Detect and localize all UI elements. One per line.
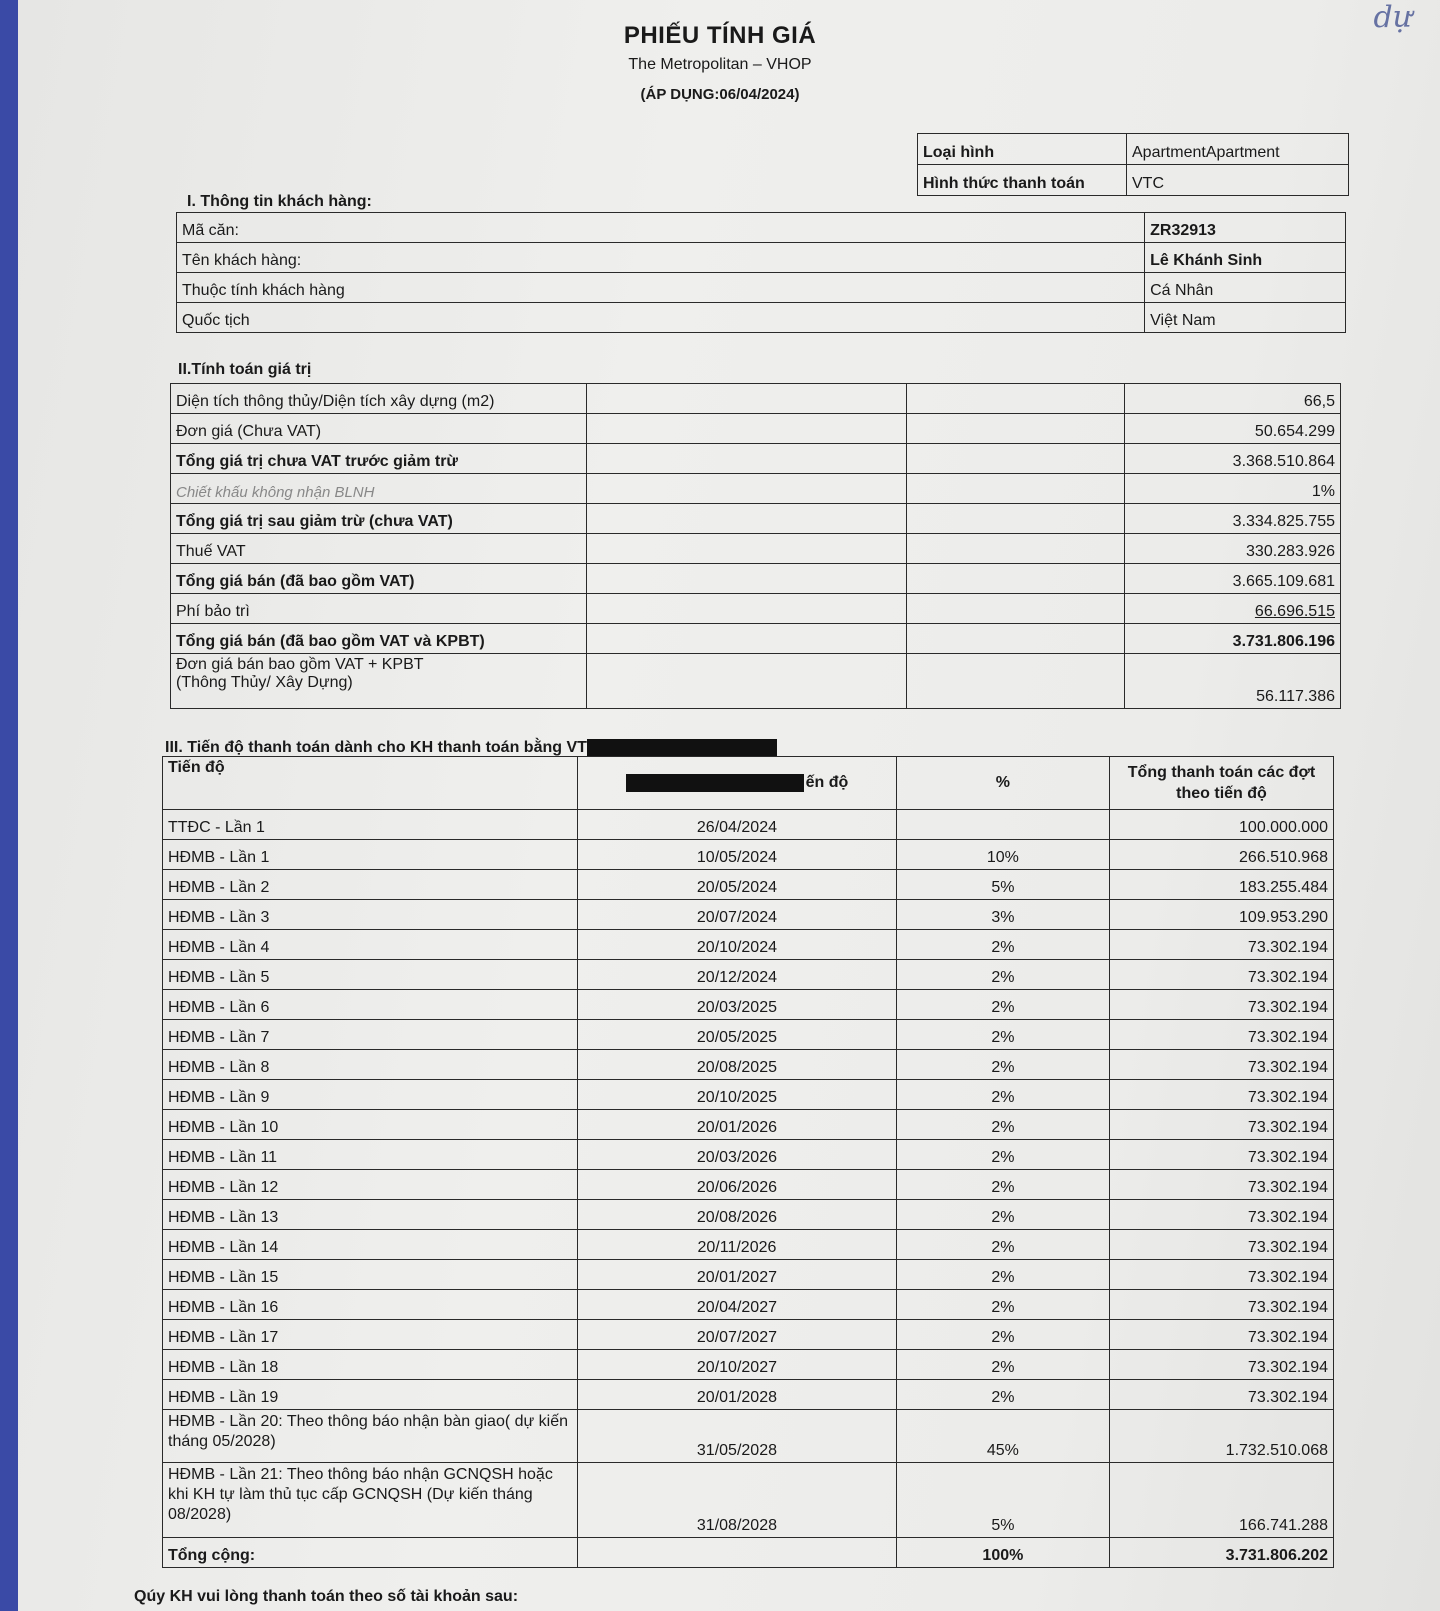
payment-percent: 2% [896,1020,1109,1050]
redaction-bar [587,739,777,757]
payment-percent: 2% [896,1260,1109,1290]
payment-percent: 2% [896,930,1109,960]
payment-total-row [163,1538,1334,1568]
payment-amount: 109.953.290 [1109,900,1333,930]
valuation-value: 50.654.299 [1125,414,1341,444]
payment-date: 31/08/2028 [578,1463,897,1538]
payment-row [163,1380,1334,1410]
payment-percent: 2% [896,1350,1109,1380]
payment-date: 20/05/2025 [578,1020,897,1050]
type-value: ApartmentApartment [1127,134,1349,165]
payment-date: 20/07/2027 [578,1320,897,1350]
valuation-label: Đơn giá (Chưa VAT) [171,414,587,444]
payment-date: 31/05/2028 [578,1410,897,1463]
customer-value: ZR32913 [1145,213,1346,243]
payment-method-label: Hình thức thanh toán [918,165,1127,196]
type-label: Loại hình [918,134,1127,165]
customer-value: Lê Khánh Sinh [1145,243,1346,273]
payment-stage: HĐMB - Lần 2 [163,870,578,900]
payment-percent: 5% [896,870,1109,900]
valuation-value: 3.334.825.755 [1125,504,1341,534]
valuation-label: Phí bảo trì [171,594,587,624]
payment-amount: 1.732.510.068 [1109,1410,1333,1463]
customer-row [177,303,1346,333]
payment-amount: 73.302.194 [1109,1350,1333,1380]
valuation-row [171,564,1341,594]
customer-value: Việt Nam [1145,303,1346,333]
payment-row [163,810,1334,840]
valuation-value: 56.117.386 [1125,654,1341,709]
valuation-section-title: II.Tính toán giá trị [178,361,312,378]
payment-row [163,870,1334,900]
valuation-row [171,444,1341,474]
header-total: Tổng thanh toán các đợt theo tiến độ [1109,757,1333,810]
valuation-label: Chiết khấu không nhận BLNH [171,474,587,504]
payment-row [163,1260,1334,1290]
valuation-value: 3.368.510.864 [1125,444,1341,474]
payment-schedule-table [162,756,1334,1568]
payment-method-row [918,165,1349,196]
apply-date: (ÁP DỤNG:06/04/2024) [640,86,800,103]
payment-row [163,1140,1334,1170]
valuation-label: Thuế VAT [171,534,587,564]
payment-stage: HĐMB - Lần 12 [163,1170,578,1200]
payment-date: 20/01/2027 [578,1260,897,1290]
bank-account-note: Qúy KH vui lòng thanh toán theo số tài khoản sau: [134,1588,519,1605]
valuation-value: 3.665.109.681 [1125,564,1341,594]
valuation-table [170,383,1341,709]
customer-table [176,212,1346,333]
payment-percent: 2% [896,1080,1109,1110]
valuation-row [171,504,1341,534]
valuation-label: Tổng giá trị sau giảm trừ (chưa VAT) [171,504,587,534]
payment-row [163,1050,1334,1080]
valuation-row [171,534,1341,564]
payment-header-row [163,757,1334,810]
payment-row [163,1463,1334,1538]
payment-date: 20/03/2025 [578,990,897,1020]
payment-stage: HĐMB - Lần 19 [163,1380,578,1410]
valuation-label: Tổng giá bán (đã bao gồm VAT) [171,564,587,594]
customer-row [177,273,1346,303]
payment-row [163,1200,1334,1230]
payment-date: 20/10/2024 [578,930,897,960]
payment-percent: 2% [896,1230,1109,1260]
payment-method-value: VTC [1127,165,1349,196]
valuation-value: 66,5 [1125,384,1341,414]
payment-stage: HĐMB - Lần 16 [163,1290,578,1320]
payment-date: 20/01/2028 [578,1380,897,1410]
valuation-value: 3.731.806.196 [1125,624,1341,654]
valuation-row [171,384,1341,414]
payment-row [163,1320,1334,1350]
payment-amount: 166.741.288 [1109,1463,1333,1538]
customer-label: Quốc tịch [177,303,1145,333]
customer-label: Tên khách hàng: [177,243,1145,273]
payment-amount: 73.302.194 [1109,1380,1333,1410]
valuation-value: 330.283.926 [1125,534,1341,564]
payment-percent: 2% [896,1290,1109,1320]
payment-percent: 10% [896,840,1109,870]
payment-amount: 73.302.194 [1109,1140,1333,1170]
payment-row [163,1290,1334,1320]
payment-amount: 100.000.000 [1109,810,1333,840]
payment-stage: HĐMB - Lần 7 [163,1020,578,1050]
payment-date: 20/10/2025 [578,1080,897,1110]
payment-amount: 73.302.194 [1109,1290,1333,1320]
document-title: PHIẾU TÍNH GIÁ [623,22,817,49]
handwritten-mark: dự [1373,0,1412,35]
valuation-label: Tổng giá trị chưa VAT trước giảm trừ [171,444,587,474]
header-stage: Tiến độ [163,757,578,810]
payment-percent: 2% [896,1110,1109,1140]
payment-date: 10/05/2024 [578,840,897,870]
project-name: The Metropolitan – VHOP [628,56,812,73]
payment-amount: 183.255.484 [1109,870,1333,900]
payment-stage: HĐMB - Lần 9 [163,1080,578,1110]
payment-amount: 73.302.194 [1109,1050,1333,1080]
payment-amount: 73.302.194 [1109,1320,1333,1350]
payment-stage: HĐMB - Lần 6 [163,990,578,1020]
payment-date: 20/06/2026 [578,1170,897,1200]
header-date-text: ến độ [805,774,849,792]
payment-percent: 2% [896,1320,1109,1350]
header-percent: % [896,757,1109,810]
payment-date: 20/03/2026 [578,1140,897,1170]
valuation-label: Đơn giá bán bao gồm VAT + KPBT (Thông Thủy/ Xây Dựng) [171,654,587,709]
payment-row [163,1020,1334,1050]
document-header [0,22,1440,103]
payment-stage: TTĐC - Lần 1 [163,810,578,840]
payment-percent: 2% [896,1200,1109,1230]
payment-date: 20/07/2024 [578,900,897,930]
payment-amount: 73.302.194 [1109,1170,1333,1200]
customer-row [177,213,1346,243]
payment-date: 20/04/2027 [578,1290,897,1320]
payment-date: 20/10/2027 [578,1350,897,1380]
type-row [918,134,1349,165]
payment-date: 20/05/2024 [578,870,897,900]
payment-percent: 2% [896,1170,1109,1200]
payment-stage: HĐMB - Lần 21: Theo thông báo nhận GCNQSH hoặc khi KH tự làm thủ tục cấp GCNQSH (Dự kiến tháng 08/2028) [163,1463,578,1538]
payment-stage: HĐMB - Lần 4 [163,930,578,960]
payment-rows [163,810,1334,1538]
customer-row [177,243,1346,273]
payment-row [163,1110,1334,1140]
valuation-value: 1% [1125,474,1341,504]
type-info-table [917,133,1349,196]
payment-stage: HĐMB - Lần 1 [163,840,578,870]
payment-amount: 73.302.194 [1109,990,1333,1020]
payment-row [163,1230,1334,1260]
payment-stage: HĐMB - Lần 17 [163,1320,578,1350]
payment-percent: 45% [896,1410,1109,1463]
customer-section-title: I. Thông tin khách hàng: [187,193,372,210]
valuation-row [171,474,1341,504]
redaction-bar [626,774,804,792]
payment-stage: HĐMB - Lần 5 [163,960,578,990]
payment-amount: 73.302.194 [1109,1260,1333,1290]
customer-label: Mã căn: [177,213,1145,243]
payment-percent: 2% [896,1380,1109,1410]
payment-section-title-text: III. Tiến độ thanh toán dành cho KH thanh toán bằng VT [165,739,587,757]
payment-row [163,1080,1334,1110]
payment-amount: 73.302.194 [1109,930,1333,960]
valuation-row [171,594,1341,624]
payment-stage: HĐMB - Lần 20: Theo thông báo nhận bàn giao( dự kiến tháng 05/2028) [163,1410,578,1463]
payment-percent [896,810,1109,840]
valuation-row [171,654,1341,709]
valuation-row [171,624,1341,654]
payment-row [163,1410,1334,1463]
payment-row [163,840,1334,870]
payment-date: 20/08/2025 [578,1050,897,1080]
valuation-row [171,414,1341,444]
payment-stage: HĐMB - Lần 13 [163,1200,578,1230]
payment-row [163,900,1334,930]
payment-row [163,1170,1334,1200]
payment-date: 20/01/2026 [578,1110,897,1140]
payment-amount: 73.302.194 [1109,1230,1333,1260]
payment-percent: 2% [896,990,1109,1020]
payment-amount: 73.302.194 [1109,1020,1333,1050]
payment-stage: HĐMB - Lần 14 [163,1230,578,1260]
payment-percent: 2% [896,1140,1109,1170]
customer-value: Cá Nhân [1145,273,1346,303]
payment-stage: HĐMB - Lần 11 [163,1140,578,1170]
payment-amount: 73.302.194 [1109,1110,1333,1140]
payment-amount: 73.302.194 [1109,960,1333,990]
payment-stage: HĐMB - Lần 15 [163,1260,578,1290]
payment-section-title [165,739,777,757]
payment-percent: 2% [896,1050,1109,1080]
payment-row [163,990,1334,1020]
total-amount: 3.731.806.202 [1109,1538,1333,1568]
payment-stage: HĐMB - Lần 10 [163,1110,578,1140]
payment-stage: HĐMB - Lần 3 [163,900,578,930]
payment-row [163,960,1334,990]
payment-date: 20/11/2026 [578,1230,897,1260]
payment-date: 20/12/2024 [578,960,897,990]
payment-date: 26/04/2024 [578,810,897,840]
payment-amount: 73.302.194 [1109,1200,1333,1230]
valuation-value: 66.696.515 [1125,594,1341,624]
payment-date: 20/08/2026 [578,1200,897,1230]
total-label: Tổng cộng: [163,1538,578,1568]
payment-amount: 266.510.968 [1109,840,1333,870]
payment-stage: HĐMB - Lần 18 [163,1350,578,1380]
valuation-label: Tổng giá bán (đã bao gồm VAT và KPBT) [171,624,587,654]
payment-row [163,1350,1334,1380]
payment-stage: HĐMB - Lần 8 [163,1050,578,1080]
payment-amount: 73.302.194 [1109,1080,1333,1110]
header-date [578,757,897,810]
customer-label: Thuộc tính khách hàng [177,273,1145,303]
payment-row [163,930,1334,960]
payment-percent: 5% [896,1463,1109,1538]
total-percent: 100% [896,1538,1109,1568]
payment-percent: 2% [896,960,1109,990]
payment-percent: 3% [896,900,1109,930]
valuation-label: Diện tích thông thủy/Diện tích xây dựng (m2) [171,384,587,414]
